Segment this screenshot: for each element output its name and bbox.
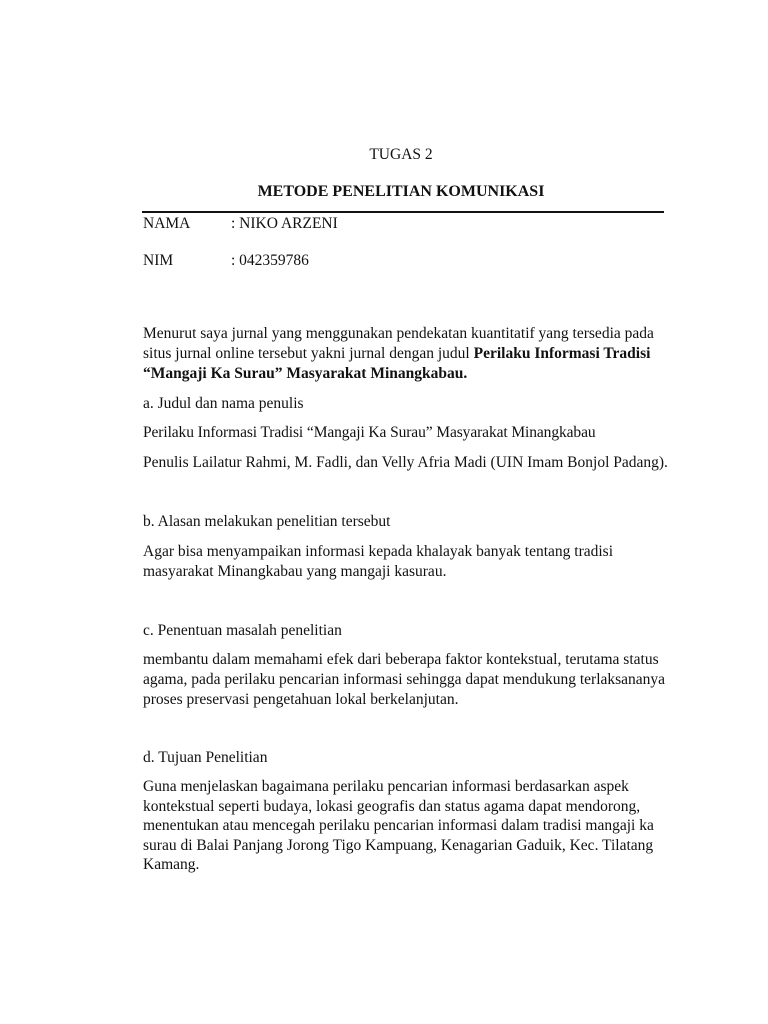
name-label: NAMA [143,215,191,232]
intro-line-2-text: situs jurnal online tersebut yakni jurnal dengan judul [143,345,474,362]
section-d-line-5: Kamang. [143,856,200,873]
section-b-line-1: Agar bisa menyampaikan informasi kepada khalayak banyak tentang tradisi [143,543,614,560]
assignment-title: TUGAS 2 [369,146,433,163]
journal-title-line: Perilaku Informasi Tradisi “Mangaji Ka Surau” Masyarakat Minangkabau [143,424,596,441]
section-c-line-3: proses preservasi pengetahuan lokal berkelanjutan. [143,691,459,708]
course-title: METODE PENELITIAN KOMUNIKASI [257,183,545,200]
section-d-line-2: kontekstual seperti budaya, lokasi geografis dan status agama dapat mendorong, [143,798,641,815]
section-c-line-2: agama, pada perilaku pencarian informasi sehingga dapat mendukung terlaksananya [143,671,666,688]
name-value: : NIKO ARZENI [231,215,338,232]
title-rule [142,211,664,213]
section-b-heading: b. Alasan melakukan penelitian tersebut [143,513,391,530]
intro-line-1: Menurut saya jurnal yang menggunakan pendekatan kuantitatif yang tersedia pada [143,325,654,342]
nim-label: NIM [143,252,174,269]
section-d-line-1: Guna menjelaskan bagaimana perilaku pencarian informasi berdasarkan aspek [143,778,629,795]
section-c-line-1: membantu dalam memahami efek dari beberapa faktor kontekstual, terutama status [143,651,659,668]
section-d-line-3: menentukan atau mencegah perilaku pencarian informasi dalam tradisi mangaji ka [143,817,654,834]
nim-value: : 042359786 [231,252,309,269]
section-d-line-4: surau di Balai Panjang Jorong Tigo Kampuang, Kenagarian Gaduik, Kec. Tilatang [143,837,654,854]
intro-line-2 [143,344,650,364]
section-d-heading: d. Tujuan Penelitian [143,749,268,766]
section-b-line-2: masyarakat Minangkabau yang mangaji kasurau. [143,563,447,580]
authors-line: Penulis Lailatur Rahmi, M. Fadli, dan Velly Afria Madi (UIN Imam Bonjol Padang). [143,454,668,471]
intro-journal-title-part-2: “Mangaji Ka Surau” Masyarakat Minangkabau. [143,365,468,382]
intro-journal-title-part-1: Perilaku Informasi Tradisi [473,345,651,362]
section-c-heading: c. Penentuan masalah penelitian [143,622,342,639]
section-a-heading: a. Judul dan nama penulis [143,395,304,412]
